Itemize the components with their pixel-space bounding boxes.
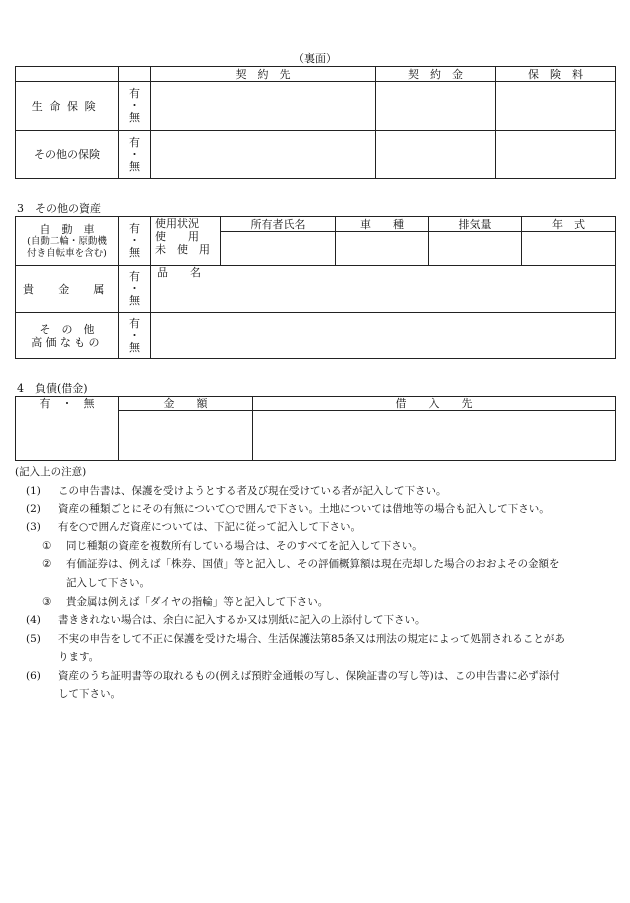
table-row <box>16 266 616 313</box>
header-displacement: 排気量 <box>429 217 522 232</box>
car-yes-no[interactable]: 有 ・ 無 <box>119 217 151 266</box>
table-row <box>16 82 616 131</box>
other-insurance-yes-no[interactable]: 有 ・ 無 <box>119 131 151 179</box>
header-contractor: 契 約 先 <box>151 67 376 82</box>
other-insurance-amount-field[interactable] <box>376 131 496 179</box>
section4-heading: 4 負債(借金) <box>17 382 88 395</box>
note-item: (3) 有を○で囲んだ資産については、下記に従って記入して下さい。 <box>26 521 361 533</box>
note-item: ります。 <box>58 651 100 663</box>
other-valuables-label-1: そ の 他 <box>39 322 95 336</box>
table-row <box>16 313 616 359</box>
note-item: (1) この申告書は、保護を受けようとする者及び現在受けている者が記入して下さい。 <box>26 485 447 497</box>
other-valuables-label-cell <box>16 313 119 359</box>
header-contract-amount: 契 約 金 <box>376 67 496 82</box>
displacement-field[interactable] <box>429 232 522 266</box>
car-model-field[interactable] <box>336 232 429 266</box>
car-label-cell <box>16 217 119 266</box>
other-insurance-label: その他の保険 <box>16 131 119 179</box>
other-valuables-label-2: 高価なもの <box>31 335 103 349</box>
header-owner-name: 所有者氏名 <box>221 217 336 232</box>
notes-title: (記入上の注意) <box>15 466 87 478</box>
debt-amount-field[interactable] <box>119 411 253 461</box>
other-insurance-contractor-field[interactable] <box>151 131 376 179</box>
car-usage-cell[interactable] <box>151 217 221 266</box>
life-insurance-contractor-field[interactable] <box>151 82 376 131</box>
life-insurance-amount-field[interactable] <box>376 82 496 131</box>
life-insurance-yes-no[interactable]: 有 ・ 無 <box>119 82 151 131</box>
note-item: (6) 資産のうち証明書等の取れるもの(例えば預貯金通帳の写し、保険証書の写し等)は、この申告書に必ず添付 <box>26 670 560 682</box>
other-insurance-premium-field[interactable] <box>496 131 616 179</box>
note-item: ① 同じ種類の資産を複数所有している場合は、そのすべてを記入して下さい。 <box>42 540 423 552</box>
note-item: (2) 資産の種類ごとにその有無について○で囲んで下さい。土地については借地等の場合も記入して下さい。 <box>26 503 550 515</box>
header-car-model: 車 種 <box>336 217 429 232</box>
precious-metals-label: 貴 金 属 <box>16 266 119 313</box>
note-item: (5) 不実の申告をして不正に保護を受けた場合、生活保護法第85条又は刑法の規定によって処罰されることがあ <box>26 633 565 645</box>
precious-metals-yes-no[interactable]: 有 ・ 無 <box>119 266 151 313</box>
header-model-year: 年 式 <box>522 217 616 232</box>
item-name-label: 品 名 <box>157 266 201 279</box>
lender-field[interactable] <box>253 411 616 461</box>
note-item: ② 有価証券は、例えば「株券、国債」等と記入し、その評価概算額は現在売却した場合のおおよその金額を <box>42 558 560 570</box>
precious-metals-field[interactable] <box>151 266 616 313</box>
car-sublabel-2: 付き自転車を含む) <box>27 247 107 259</box>
debt-table <box>15 396 616 461</box>
page-title: （裏面） <box>293 52 337 65</box>
car-label: 自 動 車 <box>39 222 95 236</box>
note-item: して下さい。 <box>58 688 121 700</box>
owner-name-field[interactable] <box>221 232 336 266</box>
other-valuables-field[interactable] <box>151 313 616 359</box>
other-assets-table <box>15 216 616 359</box>
note-item: (4) 書ききれない場合は、余白に記入するか又は別紙に記入の上添付して下さい。 <box>26 614 426 626</box>
usage-option-not-in-use[interactable]: 未 使 用 <box>155 243 210 256</box>
usage-option-in-use[interactable]: 使 用 <box>155 230 199 243</box>
header-premium: 保 険 料 <box>496 67 616 82</box>
other-valuables-yes-no[interactable]: 有 ・ 無 <box>119 313 151 359</box>
header-debt-amount: 金 額 <box>119 397 253 411</box>
model-year-field[interactable] <box>522 232 616 266</box>
note-item: ③ 貴金属は例えば「ダイヤの指輪」等と記入して下さい。 <box>42 596 329 608</box>
car-sublabel-1: (自動二輪・原動機 <box>27 235 107 247</box>
section3-heading: 3 その他の資産 <box>17 202 101 215</box>
header-lender: 借 入 先 <box>253 397 616 411</box>
insurance-table <box>15 66 616 179</box>
life-insurance-premium-field[interactable] <box>496 82 616 131</box>
usage-header: 使用状況 <box>155 217 199 230</box>
life-insurance-label: 生命保険 <box>16 82 119 131</box>
debt-yes-no[interactable]: 有 ・ 無 <box>16 397 119 461</box>
note-item: 記入して下さい。 <box>66 577 150 589</box>
table-row <box>16 131 616 179</box>
